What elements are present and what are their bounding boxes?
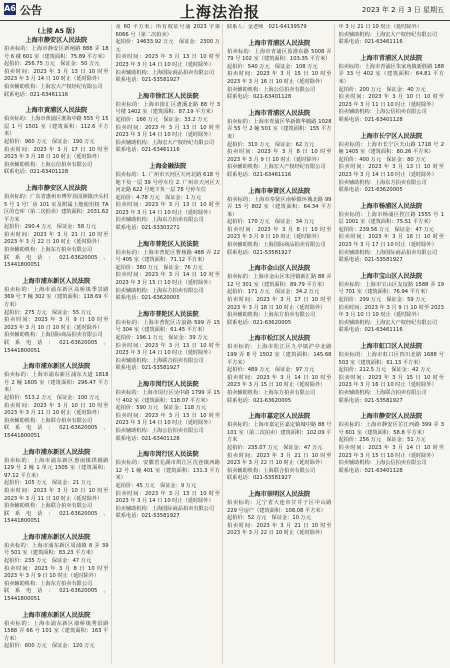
notice-title: 上海金融法院 <box>149 162 187 170</box>
notice-body: 拍卖标的：上海市浦东新区高桥镇季景路 369 号 7 幢 302 室（建筑面积：118.69 平方米） 起拍价：275 万元 保证金：55 万元 拍卖时间：2023 年 3 月 9 日 10 时至 2023 年 3 月 10 日 10 时止（延时除外） 拍卖辅助机构：上海国际商品拍卖有限公司 联系电话：021-63620005、15441800051 <box>4 286 109 354</box>
auction-notice <box>116 239 221 303</box>
auction-notice <box>116 309 221 373</box>
notice-body: 拍卖标的：上海市普陀区曹杨路 488 弄 22 号 405 室（建筑面积：71.12 平方米） 起拍价：380 万元 保证金：76 万元 拍卖时间：2023 年 3 月 14 日 10 时至 2023 年 3 月 15 日 10 时止（延时除外） 拍卖辅助机构：上海东方拍卖有限公司 联系电话：021-63620005 <box>115 249 220 302</box>
notice-body: 拍卖标的：上海市青浦区盈港东路 5008 弄 79 号 102 室（建筑面积：103.35 平方米） 起拍价：540 万元 保证金：108 万元 拍卖时间：2023 年 3 月 15 日 10 时至 2023 年 3 月 16 日 10 时止（延时除外） 拍卖辅助机构：上海公信拍卖有限公司 联系电话：021-63401128 <box>227 48 332 101</box>
notice-body: 拍卖标的：上海市青浦区朱家角镇新胜路 188 弄 33 号 402 室（建筑面积：64.81 平方米） 起拍价：200 万元 保证金：40 万元 拍卖时间：2023 年 3 月 10 日 10 时至 2023 年 3 月 11 日 10 时止（延时除外） 拍卖辅助机构：上海公信拍卖有限公司 联系电话：021-63401128 <box>338 63 444 123</box>
notice-body: 拍卖标的：上海市静安区新闸路 888 弄 18 号 6 楼 601 室（建筑面积：75.89 平方米） 起拍价：256.75 万元 保证金：50 万元 拍卖时间：2023 年 3 月 13 日 10 时至 2023 年 3 月 14 日 10 时止（延时除外） 拍卖辅助机构：上海宏大产权经纪有限公司 联系电话：021-63461116 <box>4 46 109 98</box>
notice-body: 拍卖标的：上海市浦东新区康桥镇秀沿路 1588 弄 66 号 101 室（建筑面积：163 平方米） 起拍价：600 万元 保证金：120 万元 <box>4 620 109 650</box>
auction-notice <box>227 186 332 258</box>
auction-notice <box>339 24 445 47</box>
notice-body: 拍卖标的：上海市长宁区天山路 1718 号 2 幢 1405 室（建筑面积：80.26 平方米） 起拍价：400 万元 保证金：80 万元 拍卖时间：2023 年 3 月 13 日 10 时至 2023 年 3 月 14 日 10 时止（延时除外） 拍卖辅助机构：上海东方拍卖有限公司 联系电话：021-63620005 <box>338 141 444 194</box>
auction-notice <box>227 333 332 405</box>
notice-body: 拍卖标的：上海市虹口区四川北路 1688 号 503 室（建筑面积：61.13 平方米） 起拍价：212.5 万元 保证金：42 万元 拍卖时间：2023 年 3 月 15 日 10 时至 2023 年 3 月 16 日 10 时止（延时除外） 拍卖辅助机构：上海联合拍卖有限公司 联系电话：021-53581927 <box>338 352 444 404</box>
notice-body: 及 60 平方米；所有权证号浦 2023 字第 6066 号（第二次拍卖） 起拍价：14633.92 万元 保证金：2300 万元 拍卖时间：2023 年 3 月 13 日 10 时至 2023 年 3 月 14 日 10 时止（延时除外） 拍卖辅助机构：上海国际商品拍卖有限公司 联系电话：021-53581927 <box>115 24 220 84</box>
auction-notice <box>116 379 221 443</box>
auction-notice <box>227 24 332 32</box>
notice-body: 拍卖标的：上海市青浦区华新镇华腾路 1028 弄 55 号 2 幢 501 室（建筑面积：155 平方米） 起拍价：310 万元 保证金：62 万元 拍卖时间：2023 年 3 月 8 日 10 时至 2023 年 3 月 9 日 10 时止（延时除外） 拍卖辅助机构：上海宏大产权经纪有限公司 联系电话：021-63461116 <box>227 118 332 178</box>
notice-title: 上海市浦东新区人民法院 <box>22 533 91 541</box>
auction-notice <box>339 271 445 335</box>
notice-title: 上海市金山区人民法院 <box>248 265 311 273</box>
notice-title: 上海市崇明区人民法院 <box>248 490 311 498</box>
notice-body: 拍卖标的：上海市浦东新区周浦镇 8 弄 39 号 501 室（建筑面积：83.23 平方米） 起拍价：235 万元 保证金：47 万元 拍卖时间：2023 年 3 月 8 日 10 时至 2023 年 3 月 9 日 10 时止（延时除外） 拍卖辅助机构：上海东方拍卖有限公司 联系电话：021-63620005、15441800051 <box>4 542 109 603</box>
auction-notice <box>4 26 109 99</box>
notice-title: 上海市静安区人民法院 <box>360 413 423 421</box>
masthead: 上海法治报 <box>180 3 261 21</box>
notice-body: 年 3 月 21 日 10 时止（延时除外） 拍卖辅助机构：上海宏大产权经纪有限公司 联系电话：021-63461116 <box>338 24 438 46</box>
auction-notice <box>227 108 332 180</box>
auction-notice <box>4 532 109 604</box>
section-title: 公告 <box>20 4 42 17</box>
notice-title: 上海市浦东新区人民法院 <box>22 448 91 456</box>
column-4 <box>339 24 447 664</box>
notice-title: 上海市静安区人民法院 <box>25 184 88 192</box>
notice-body: 拍卖标的：上海市浦东新区浦东大道 1818 号 2 幢 1605 室（建筑面积：296.47 平方米） 起拍价：513.2 万元 保证金：100 万元 拍卖时间：2023 年 3 月 10 日 10 时至 2023 年 3 月 11 日 10 时止（延时除外） 拍卖辅助机构：上海联合拍卖有限公司 联系电话：021-63620005、15441800051 <box>4 372 109 439</box>
notice-body: 拍卖标的：上海市嘉定区嘉定镇城中路 88 号 101 室（第二次拍卖）建筑面积：102.09 平方米 起拍价：235.07 万元 保证金：47 万元 拍卖时间：2023 年 3 月 21 日 10 时至 2023 年 3 月 22 日 10 时止（延时除外） 拍卖辅助机构：上海联合拍卖有限公司 联系电话：021-53581927 <box>227 422 332 482</box>
notice-body: 拍卖标的：上海市黄浦区淮海中路 555 号 15 层 1 号 1501 室（建筑面积：112.6 平方米） 起拍价：960 万元 保证金：190 万元 拍卖时间：2023 年 3 月 17 日 10 时至 2023 年 3 月 18 日 10 时止（延时除外） 拍卖辅助机构：上海公信拍卖有限公司 联系电话：021-63401128 <box>4 116 109 176</box>
auction-notice <box>4 610 109 651</box>
notice-body: 拍卖标的：1. 广州市天河区天河北路 618 号地下负一层 39 号停车位 2. 广州市天河区天河北路 622 号地下负一层 78 号停车位 起拍价：4.78 万元 保证金：1 万元 拍卖时间：2023 年 3 月 13 日 10 时至 2023 年 3 月 14 日 10 时止（延时除外） 拍卖辅助机构：上海东方拍卖有限公司 联系电话：021-53303271 <box>115 171 220 232</box>
page-header <box>0 0 450 21</box>
notice-title: 上海市闵行区人民法院 <box>136 451 199 459</box>
notice-title: 上海市嘉定区人民法院 <box>248 413 311 421</box>
notice-title: 上海市普陀区人民法院 <box>136 310 199 318</box>
notice-title: 上海市青浦区人民法院 <box>360 54 423 62</box>
notice-body: 联系人：金老师 021-64139579 <box>227 24 307 30</box>
notice-columns <box>4 24 446 664</box>
notice-body: 拍卖标的：辽宁省大连市甘井子区中山路 229 号房产（建筑面积：108.08 平方米） 起拍价：52 万元 保证金：10 万元 拍卖时间：2023 年 3 月 21 日 10 时至 2023 年 3 月 22 日 10 时止（延时除外） <box>227 499 332 537</box>
notice-title: 上海市松江区人民法院 <box>248 335 311 343</box>
notice-title: 上海市黄浦区人民法院 <box>25 107 88 115</box>
notice-body: 拍卖标的：上海市宝山区友谊路 1588 弄 19 号 701 室（建筑面积：76.94 平方米） 起拍价：299 万元 保证金：59 万元 拍卖时间：2023 年 3 月 9 日 10 时至 2023 年 3 月 10 日 10 时止（延时除外） 拍卖辅助机构：上海宏大产权经纪有限公司 联系电话：021-63461116 <box>338 281 444 334</box>
auction-notice <box>227 411 332 483</box>
notice-body: 拍卖标的：上海市松江区九亭镇沪亭北路 199 弄 8 号 1502 室（建筑面积：145.68 平方米） 起拍价：489 万元 保证金：97 万元 拍卖时间：2023 年 3 月 14 日 10 时至 2023 年 3 月 15 日 10 时止（延时除外） 拍卖辅助机构：上海东方拍卖有限公司 联系电话：021-63620005 <box>227 344 332 404</box>
auction-notice <box>4 105 109 177</box>
notice-body: 拍卖标的：上海市普陀区古浪路 599 弄 15 号 304 室（建筑面积：61.45 平方米） 起拍价：196.1 万元 保证金：39 万元 拍卖时间：2023 年 3 月 13 日 10 时至 2023 年 3 月 14 日 10 时止（延时除外） 拍卖辅助机构：上海联合拍卖有限公司 联系电话：021-53581927 <box>115 319 220 372</box>
column-3 <box>227 24 335 664</box>
notice-body: 拍卖标的：上海市徐汇区漕溪北路 88 号 3 号楼 1402 室（建筑面积：87.19 平方米） 起拍价：166 万元 保证金：33.2 万元 拍卖时间：2023 年 3 月 13 日 10 时至 2023 年 3 月 14 日 10 时止（延时除外） 拍卖辅助机构：上海宏大产权经纪有限公司 联系电话：021-63461116 <box>115 101 220 154</box>
auction-notice <box>116 91 221 155</box>
auction-notice <box>227 489 332 538</box>
auction-notice <box>339 341 445 405</box>
paper-logo: A6 <box>4 4 16 13</box>
notice-body: 拍卖标的：上海市闵行区吴中路 1799 弄 15 号 402 室（建筑面积：118.07 平方米） 起拍价：590 万元 保证金：118 万元 拍卖时间：2023 年 3 月 13 日 10 时至 2023 年 3 月 14 日 10 时止（延时除外） 拍卖辅助机构：上海公信拍卖有限公司 联系电话：021-63401128 <box>115 389 220 442</box>
notice-body: 拍卖标的：上海市金山区朱泾镇新汇路 88 弄 12 号 301 室（建筑面积：89.79 平方米） 起拍价：171 万元 保证金：34.2 万元 拍卖时间：2023 年 3 月 17 日 10 时至 2023 年 3 月 18 日 10 时止（延时除外） 拍卖辅助机构：上海东方拍卖有限公司 联系电话：021-63620005 <box>227 274 332 326</box>
notice-body: 拍卖标的：上海市杨浦区控江路 1555 号 1 层 1001 室（建筑面积：75.51 平方米） 起拍价：239.56 万元 保证金：47 万元 拍卖时间：2023 年 3 月 16 日 10 时至 2023 年 3 月 17 日 10 时止（延时除外） 拍卖辅助机构：上海国际商品拍卖有限公司 联系电话：021-53581927 <box>338 211 444 264</box>
notice-title: 上海市浦东新区人民法院 <box>22 277 91 285</box>
auction-notice <box>4 361 109 440</box>
notice-body: 拍卖标的：广东省惠州市博罗县园洲镇沙头村 5 号 1 号厂房 101 室及附属土地使用权 7A 区的仓库（第二次拍卖）建筑面积：2031.62 平方米 起拍价：290.4 万元 保证金：58 万元 拍卖时间：2023 年 3 月 21 日 10 时至 2023 年 3 月 22 日 10 时止（延时除外） 拍卖辅助机构：上海东方拍卖有限公司 联系电话：021-63620005、15441800051 <box>4 193 109 269</box>
notice-title: 上海市奉贤区人民法院 <box>248 187 311 195</box>
column-1 <box>4 24 112 664</box>
auction-notice <box>116 161 221 233</box>
auction-notice <box>4 447 109 526</box>
notice-title: 上海市浦东新区人民法院 <box>22 611 91 619</box>
notice-body: 拍卖标的：安徽省芜湖市鸠江区沈巷镇西路 12 号 1 幢 401 室（建筑面积：131.3 平方米） 起拍价：45 万元 保证金：9 万元 拍卖时间：2023 年 3 月 13 日 10 时至 2023 年 3 月 14 日 10 时止（延时除外） 拍卖辅助机构：上海国际商品拍卖有限公司 联系电话：021-53581927 <box>115 460 220 520</box>
notice-body: 拍卖标的：上海市奉贤区南桥镇环城北路 99 弄 15 号 802 室（建筑面积：64.34 平方米） 起拍价：170 万元 保证金：34 万元 拍卖时间：2023 年 3 月 8 日 10 时至 2023 年 3 月 9 日 10 时止（延时除外） 拍卖辅助机构：上海国际商品拍卖有限公司 联系电话：021-53581927 <box>227 196 332 256</box>
notice-title: 上海市普陀区人民法院 <box>136 240 199 248</box>
notice-title: 上海市闵行区人民法院 <box>136 380 199 388</box>
notice-title: (上接 A5 版) 上海市静安区人民法院 <box>25 28 88 44</box>
auction-notice <box>227 38 332 102</box>
notice-title: 上海市宝山区人民法院 <box>360 272 423 280</box>
notice-title: 上海市杨浦区人民法院 <box>360 202 423 210</box>
notice-title: 上海市长宁区人民法院 <box>360 132 423 140</box>
auction-notice <box>339 201 445 265</box>
column-2 <box>116 24 224 664</box>
notice-body: 拍卖标的：上海市静安区芷江西路 399 弄 3 号 601 室（建筑面积：58.8 平方米） 起拍价：256 万元 保证金：51 万元 拍卖时间：2023 年 3 月 14 日 10 时至 2023 年 3 月 15 日 10 时止（延时除外） 拍卖辅助机构：上海公信拍卖有限公司 联系电话：021-63401128 <box>338 422 444 474</box>
auction-notice <box>339 411 445 475</box>
notice-title: 上海市虹口区人民法院 <box>360 343 423 350</box>
auction-notice <box>116 24 221 85</box>
auction-notice <box>339 131 445 195</box>
auction-notice <box>339 53 445 125</box>
auction-notice <box>4 183 109 270</box>
auction-notice <box>4 276 109 355</box>
notice-title: 上海市青浦区人民法院 <box>248 109 311 117</box>
auction-notice <box>227 263 332 327</box>
notice-body: 拍卖标的：上海市浦东新区惠南镇拱极路 129 号 2 幢 1 单元 1505 室（建筑面积：97.12 平方米） 起拍价：105 万元 保证金：21 万元 拍卖时间：2023 年 3 月 10 日 10 时至 2023 年 3 月 11 日 10 时止（延时除外） 拍卖辅助机构：上海联合拍卖有限公司 联系电话：021-63620005、15441800051 <box>4 457 109 525</box>
issue-date: 2023 年 2 月 3 日 星期五 <box>361 6 444 14</box>
notice-title: 上海市浦东新区人民法院 <box>22 363 91 371</box>
auction-notice <box>116 449 221 521</box>
notice-title: 上海市青浦区人民法院 <box>248 39 311 47</box>
notice-title: 上海市徐汇区人民法院 <box>136 92 199 100</box>
